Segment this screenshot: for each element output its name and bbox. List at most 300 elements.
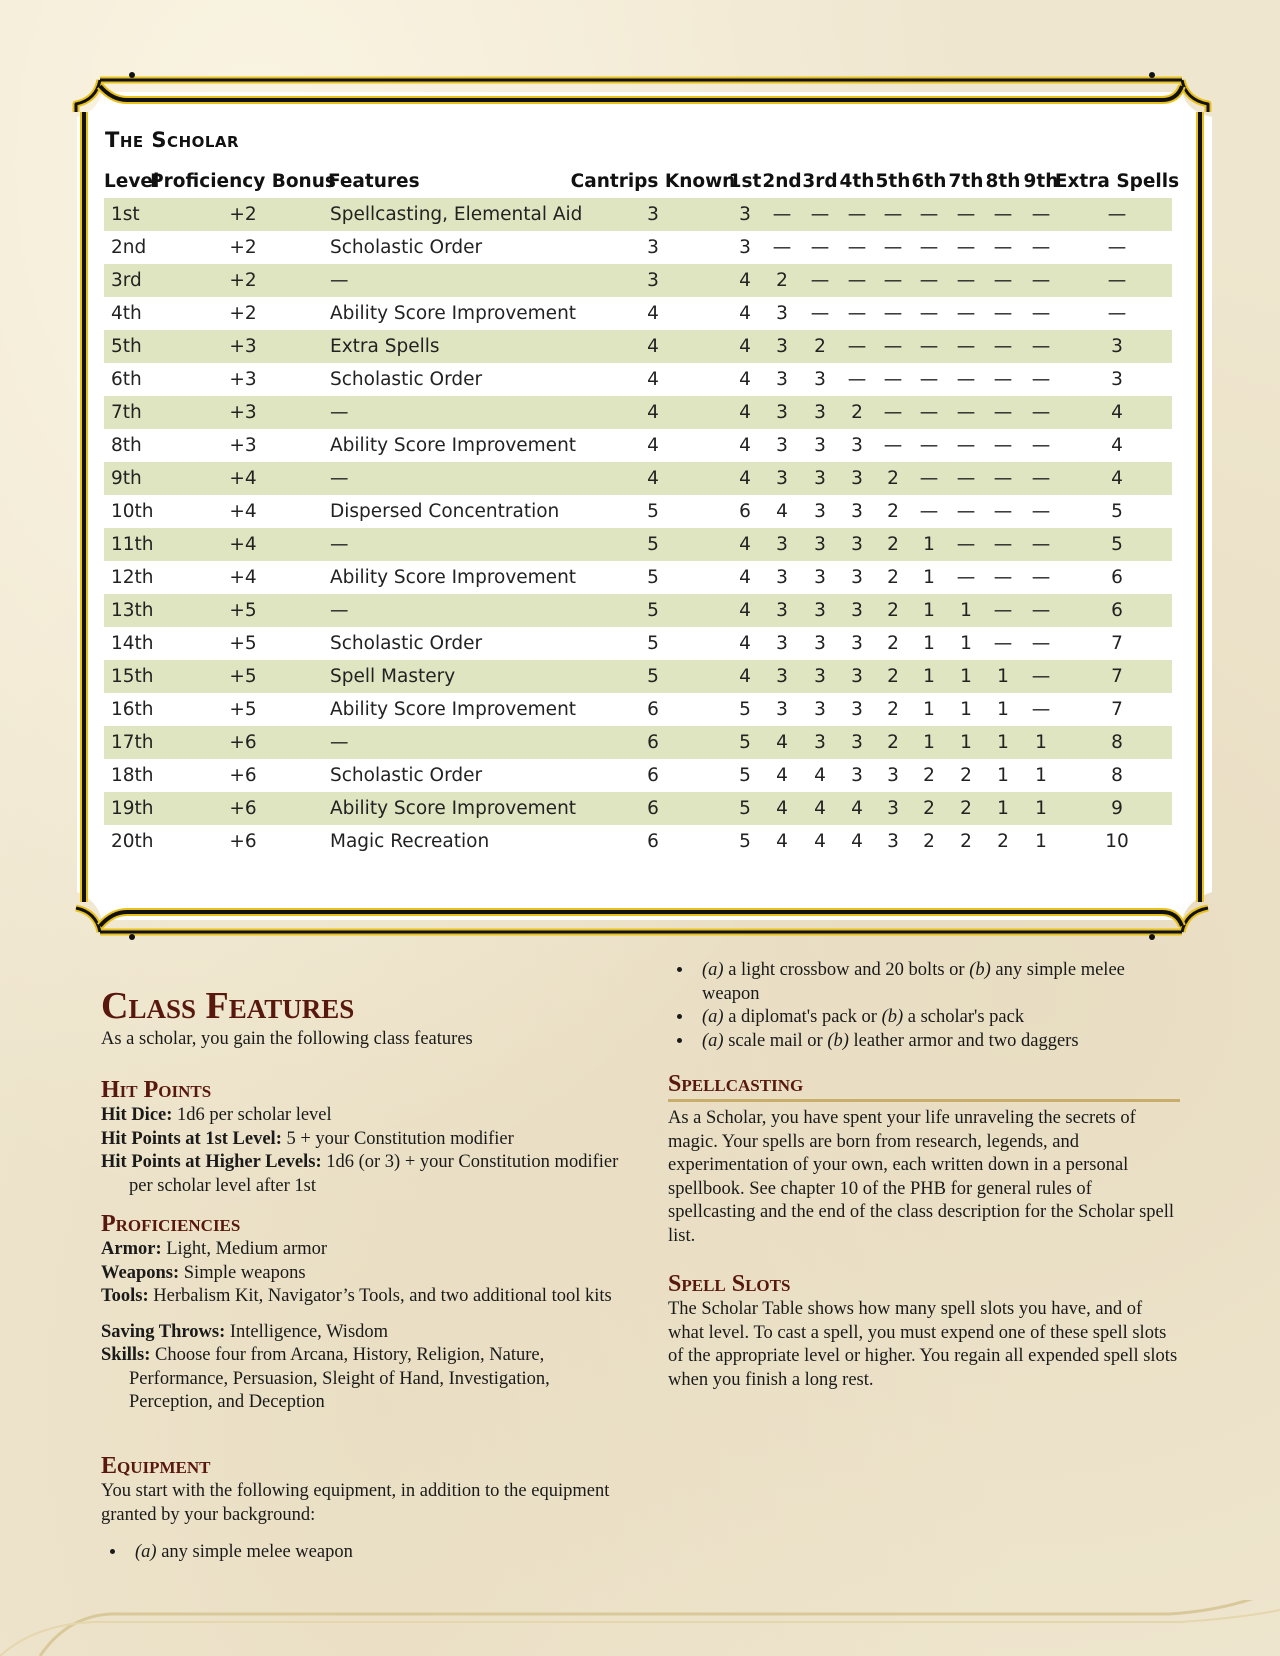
- cell-extra-spells: 9: [1111, 798, 1123, 819]
- cell-slot-6th: —: [919, 237, 939, 258]
- cell-slot-1st: 5: [739, 831, 751, 852]
- cell-level: 11th: [111, 534, 154, 555]
- equipment-section: [101, 1452, 621, 1565]
- cell-level: 3rd: [111, 270, 142, 291]
- cell-slot-2nd: 3: [776, 369, 788, 390]
- header-slot-2nd: 2nd: [762, 171, 802, 192]
- cell-slot-5th: 2: [887, 501, 899, 522]
- cell-slot-4th: 3: [851, 633, 863, 654]
- header-slot-9th: 9th: [1023, 171, 1059, 192]
- heading-rule: [668, 1099, 1180, 1102]
- cell-slot-6th: 1: [923, 600, 935, 621]
- cell-features: —: [330, 534, 349, 555]
- table-row: [104, 396, 1172, 429]
- cell-slot-5th: 2: [887, 567, 899, 588]
- cell-slot-5th: 2: [887, 468, 899, 489]
- cell-proficiency-bonus: +2: [229, 303, 257, 324]
- cell-slot-8th: 2: [997, 831, 1009, 852]
- cell-cantrips-known: 5: [647, 633, 659, 654]
- cell-slot-9th: —: [1031, 534, 1051, 555]
- cell-level: 5th: [111, 336, 142, 357]
- cell-extra-spells: 4: [1111, 402, 1123, 423]
- weapons-proficiency: Weapons: Simple weapons: [101, 1262, 306, 1283]
- cell-slot-3rd: 3: [814, 435, 826, 456]
- cell-proficiency-bonus: +6: [229, 798, 257, 819]
- table-row: [104, 759, 1172, 792]
- cell-slot-9th: 1: [1035, 765, 1047, 786]
- cell-extra-spells: 4: [1111, 435, 1123, 456]
- table-row: [104, 660, 1172, 693]
- cell-slot-8th: —: [993, 204, 1013, 225]
- cell-slot-8th: 1: [997, 765, 1009, 786]
- cell-slot-4th: —: [847, 303, 867, 324]
- cell-slot-4th: 3: [851, 435, 863, 456]
- cell-cantrips-known: 5: [647, 600, 659, 621]
- cell-slot-3rd: —: [810, 303, 830, 324]
- table-row: [104, 528, 1172, 561]
- header-slot-6th: 6th: [911, 171, 947, 192]
- page-footer-ornament: [0, 1600, 1280, 1656]
- cell-extra-spells: —: [1107, 204, 1127, 225]
- table-row: [104, 231, 1172, 264]
- cell-level: 8th: [111, 435, 142, 456]
- cell-slot-1st: 4: [739, 303, 751, 324]
- cell-slot-2nd: 3: [776, 402, 788, 423]
- cell-slot-9th: —: [1031, 204, 1051, 225]
- cell-slot-1st: 4: [739, 666, 751, 687]
- spell-slots-text: The Scholar Table shows how many spell slots you have, and of what level. To cast a spell, you must expend one of these spell slots of the appropriate level or higher. You regain all expended spell slots when you finish a long rest.: [668, 1299, 1178, 1390]
- cell-slot-7th: —: [956, 435, 976, 456]
- cell-slot-8th: —: [993, 600, 1013, 621]
- cell-slot-4th: 4: [851, 831, 863, 852]
- cell-slot-4th: —: [847, 336, 867, 357]
- header-proficiency-bonus: Proficiency Bonus: [150, 171, 336, 192]
- cell-slot-3rd: 3: [814, 633, 826, 654]
- header-slot-4th: 4th: [839, 171, 875, 192]
- class-features-intro: As a scholar, you gain the following class features: [101, 1029, 473, 1049]
- cell-slot-6th: 2: [923, 798, 935, 819]
- cell-cantrips-known: 4: [647, 402, 659, 423]
- equipment-heading: Equipment: [101, 1453, 211, 1479]
- cell-slot-1st: 5: [739, 699, 751, 720]
- cell-slot-9th: —: [1031, 435, 1051, 456]
- cell-cantrips-known: 3: [647, 270, 659, 291]
- cell-slot-3rd: —: [810, 237, 830, 258]
- cell-slot-8th: 1: [997, 666, 1009, 687]
- cell-slot-8th: 1: [997, 732, 1009, 753]
- cell-proficiency-bonus: +3: [229, 336, 257, 357]
- cell-slot-4th: 3: [851, 567, 863, 588]
- table-title: The Scholar: [105, 128, 240, 152]
- cell-slot-5th: —: [883, 402, 903, 423]
- cell-slot-9th: —: [1031, 501, 1051, 522]
- cell-proficiency-bonus: +2: [229, 270, 257, 291]
- cell-proficiency-bonus: +3: [229, 402, 257, 423]
- cell-features: —: [330, 468, 349, 489]
- cell-slot-1st: 4: [739, 435, 751, 456]
- cell-slot-1st: 4: [739, 567, 751, 588]
- cell-slot-5th: —: [883, 303, 903, 324]
- cell-slot-9th: —: [1031, 699, 1051, 720]
- table-row: [104, 594, 1172, 627]
- cell-cantrips-known: 4: [647, 336, 659, 357]
- cell-level: 13th: [111, 600, 154, 621]
- cell-slot-5th: 3: [887, 831, 899, 852]
- cell-slot-5th: 2: [887, 633, 899, 654]
- cell-slot-3rd: 4: [814, 765, 826, 786]
- spellcasting-heading: Spellcasting: [668, 1071, 804, 1097]
- cell-slot-4th: —: [847, 237, 867, 258]
- cell-slot-4th: 3: [851, 732, 863, 753]
- cell-features: Spellcasting, Elemental Aid: [330, 204, 583, 225]
- cell-level: 9th: [111, 468, 142, 489]
- cell-features: Scholastic Order: [330, 237, 483, 258]
- cell-slot-7th: —: [956, 567, 976, 588]
- cell-level: 4th: [111, 303, 142, 324]
- cell-features: Ability Score Improvement: [330, 798, 577, 819]
- cell-slot-8th: 1: [997, 699, 1009, 720]
- cell-features: Scholastic Order: [330, 765, 483, 786]
- cell-slot-3rd: —: [810, 204, 830, 225]
- cell-slot-6th: —: [919, 336, 939, 357]
- cell-slot-7th: —: [956, 468, 976, 489]
- cell-slot-5th: —: [883, 270, 903, 291]
- hit-points-section: [101, 1076, 621, 1198]
- cell-slot-8th: —: [993, 270, 1013, 291]
- header-cantrips-known: Cantrips Known: [570, 171, 736, 192]
- hp-first-level: Hit Points at 1st Level: 5 + your Constitution modifier: [101, 1128, 514, 1149]
- cell-slot-3rd: 4: [814, 798, 826, 819]
- cell-slot-2nd: 2: [776, 270, 788, 291]
- cell-proficiency-bonus: +4: [229, 501, 257, 522]
- table-row: [104, 627, 1172, 660]
- cell-slot-5th: 3: [887, 765, 899, 786]
- cell-proficiency-bonus: +5: [229, 666, 257, 687]
- cell-extra-spells: 6: [1111, 600, 1123, 621]
- cell-cantrips-known: 6: [647, 732, 659, 753]
- saving-throws: Saving Throws: Intelligence, Wisdom: [101, 1321, 389, 1342]
- cell-proficiency-bonus: +3: [229, 369, 257, 390]
- cell-extra-spells: 3: [1111, 336, 1123, 357]
- cell-slot-3rd: 2: [814, 336, 826, 357]
- cell-cantrips-known: 5: [647, 567, 659, 588]
- cell-slot-2nd: 3: [776, 336, 788, 357]
- cell-features: Spell Mastery: [330, 666, 456, 687]
- cell-extra-spells: 5: [1111, 501, 1123, 522]
- cell-slot-8th: —: [993, 567, 1013, 588]
- table-row: [104, 726, 1172, 759]
- cell-features: Ability Score Improvement: [330, 435, 577, 456]
- cell-features: Ability Score Improvement: [330, 567, 577, 588]
- cell-proficiency-bonus: +4: [229, 567, 257, 588]
- cell-slot-7th: —: [956, 204, 976, 225]
- cell-extra-spells: 10: [1105, 831, 1129, 852]
- cell-proficiency-bonus: +2: [229, 204, 257, 225]
- table-row: [104, 792, 1172, 825]
- cell-slot-4th: —: [847, 369, 867, 390]
- cell-slot-9th: —: [1031, 402, 1051, 423]
- cell-proficiency-bonus: +5: [229, 600, 257, 621]
- cell-slot-6th: 1: [923, 567, 935, 588]
- cell-slot-1st: 4: [739, 534, 751, 555]
- cell-slot-3rd: 3: [814, 369, 826, 390]
- cell-slot-4th: 3: [851, 468, 863, 489]
- cell-slot-6th: —: [919, 369, 939, 390]
- table-row: [104, 297, 1172, 330]
- cell-extra-spells: —: [1107, 237, 1127, 258]
- cell-proficiency-bonus: +5: [229, 699, 257, 720]
- cell-cantrips-known: 4: [647, 468, 659, 489]
- cell-slot-8th: —: [993, 369, 1013, 390]
- cell-proficiency-bonus: +6: [229, 831, 257, 852]
- cell-slot-1st: 4: [739, 336, 751, 357]
- proficiencies-section: [101, 1210, 621, 1415]
- cell-cantrips-known: 4: [647, 369, 659, 390]
- table-row: [104, 264, 1172, 297]
- cell-features: Dispersed Concentration: [330, 501, 560, 522]
- cell-level: 14th: [111, 633, 154, 654]
- cell-slot-3rd: —: [810, 270, 830, 291]
- cell-slot-4th: 3: [851, 534, 863, 555]
- cell-features: —: [330, 600, 349, 621]
- table-row: [104, 693, 1172, 726]
- cell-slot-7th: —: [956, 336, 976, 357]
- cell-slot-2nd: 4: [776, 831, 788, 852]
- tools-proficiency: Tools: Herbalism Kit, Navigator’s Tools, and two additional tool kits: [101, 1286, 612, 1306]
- cell-cantrips-known: 3: [647, 237, 659, 258]
- cell-slot-1st: 3: [739, 204, 751, 225]
- header-slot-1st: 1st: [728, 171, 762, 192]
- spellcasting-text: As a Scholar, you have spent your life unraveling the secrets of magic. Your spells are born from research, legends, and experimentation of your own, each written down in a personal spellbook. See chapter 10 of the PHB for general rules of spellcasting and the end of the class description for the Scholar spell list.: [668, 1108, 1175, 1246]
- cell-slot-5th: —: [883, 336, 903, 357]
- cell-cantrips-known: 6: [647, 699, 659, 720]
- cell-slot-9th: —: [1031, 468, 1051, 489]
- cell-slot-9th: 1: [1035, 732, 1047, 753]
- cell-slot-5th: 2: [887, 732, 899, 753]
- equipment-item: • (a) a light crossbow and 20 bolts or (b) any simple melee weapon: [694, 959, 1180, 1006]
- cell-slot-9th: —: [1031, 567, 1051, 588]
- cell-level: 15th: [111, 666, 154, 687]
- equipment-item: • (a) scale mail or (b) leather armor and two daggers: [694, 1030, 1180, 1054]
- cell-slot-1st: 4: [739, 270, 751, 291]
- cell-proficiency-bonus: +4: [229, 468, 257, 489]
- cell-level: 7th: [111, 402, 142, 423]
- cell-slot-2nd: 3: [776, 666, 788, 687]
- cell-level: 17th: [111, 732, 154, 753]
- cell-features: Scholastic Order: [330, 369, 483, 390]
- header-slot-5th: 5th: [875, 171, 911, 192]
- cell-slot-3rd: 3: [814, 501, 826, 522]
- cell-slot-9th: —: [1031, 666, 1051, 687]
- cell-features: Magic Recreation: [330, 831, 490, 852]
- header-slot-8th: 8th: [985, 171, 1021, 192]
- cell-extra-spells: 5: [1111, 534, 1123, 555]
- cell-slot-1st: 5: [739, 798, 751, 819]
- cell-features: Ability Score Improvement: [330, 699, 577, 720]
- cell-proficiency-bonus: +6: [229, 765, 257, 786]
- header-extra-spells: Extra Spells: [1054, 171, 1180, 192]
- table-header-row: [104, 165, 1180, 198]
- cell-slot-2nd: 3: [776, 699, 788, 720]
- cell-slot-9th: —: [1031, 237, 1051, 258]
- cell-level: 1st: [111, 204, 140, 225]
- table-row: [104, 198, 1172, 231]
- cell-slot-9th: —: [1031, 270, 1051, 291]
- cell-slot-3rd: 3: [814, 402, 826, 423]
- cell-slot-1st: 5: [739, 732, 751, 753]
- cell-slot-6th: —: [919, 501, 939, 522]
- cell-features: —: [330, 402, 349, 423]
- cell-slot-7th: —: [956, 402, 976, 423]
- class-features-section: [101, 984, 621, 1052]
- cell-extra-spells: —: [1107, 270, 1127, 291]
- cell-level: 6th: [111, 369, 142, 390]
- cell-slot-2nd: —: [772, 237, 792, 258]
- cell-slot-4th: 3: [851, 600, 863, 621]
- cell-level: 16th: [111, 699, 154, 720]
- cell-slot-6th: 1: [923, 633, 935, 654]
- cell-slot-6th: —: [919, 270, 939, 291]
- cell-slot-8th: —: [993, 633, 1013, 654]
- cell-features: Scholastic Order: [330, 633, 483, 654]
- armor-proficiency: Armor: Light, Medium armor: [101, 1239, 328, 1259]
- spellcasting-section: [668, 1070, 1180, 1248]
- cell-slot-1st: 4: [739, 369, 751, 390]
- cell-cantrips-known: 6: [647, 765, 659, 786]
- cell-slot-3rd: 3: [814, 732, 826, 753]
- cell-cantrips-known: 4: [647, 303, 659, 324]
- table-row: [104, 561, 1172, 594]
- cell-proficiency-bonus: +4: [229, 534, 257, 555]
- cell-extra-spells: 8: [1111, 765, 1123, 786]
- cell-slot-4th: 3: [851, 501, 863, 522]
- cell-slot-9th: —: [1031, 336, 1051, 357]
- table-row: [104, 462, 1172, 495]
- cell-slot-7th: 1: [960, 633, 972, 654]
- cell-slot-2nd: 3: [776, 534, 788, 555]
- equipment-item: • (a) any simple melee weapon: [127, 1541, 621, 1565]
- cell-cantrips-known: 5: [647, 534, 659, 555]
- cell-slot-6th: 1: [923, 534, 935, 555]
- cell-slot-4th: 3: [851, 666, 863, 687]
- cell-extra-spells: 3: [1111, 369, 1123, 390]
- cell-slot-2nd: 3: [776, 468, 788, 489]
- cell-slot-2nd: 3: [776, 435, 788, 456]
- cell-features: Extra Spells: [330, 336, 440, 357]
- cell-slot-6th: 1: [923, 666, 935, 687]
- cell-slot-4th: —: [847, 204, 867, 225]
- cell-slot-5th: 2: [887, 600, 899, 621]
- cell-slot-5th: —: [883, 435, 903, 456]
- cell-slot-5th: 2: [887, 699, 899, 720]
- table-row: [104, 330, 1172, 363]
- cell-slot-7th: 2: [960, 831, 972, 852]
- cell-level: 18th: [111, 765, 154, 786]
- cell-slot-8th: —: [993, 402, 1013, 423]
- header-slot-7th: 7th: [948, 171, 984, 192]
- cell-slot-1st: 5: [739, 765, 751, 786]
- cell-slot-1st: 4: [739, 600, 751, 621]
- cell-slot-8th: 1: [997, 798, 1009, 819]
- cell-level: 19th: [111, 798, 154, 819]
- cell-slot-4th: 4: [851, 798, 863, 819]
- cell-slot-3rd: 4: [814, 831, 826, 852]
- cell-slot-7th: 1: [960, 699, 972, 720]
- hit-points-heading: Hit Points: [101, 1077, 212, 1103]
- hp-higher-levels: Hit Points at Higher Levels: 1d6 (or 3) + your Constitution modifier per scholar level after 1st: [101, 1152, 619, 1196]
- cell-slot-8th: —: [993, 468, 1013, 489]
- cell-slot-3rd: 3: [814, 666, 826, 687]
- cell-slot-8th: —: [993, 435, 1013, 456]
- equipment-intro: You start with the following equipment, in addition to the equipment granted by your background:: [101, 1481, 610, 1525]
- cell-slot-3rd: 3: [814, 600, 826, 621]
- spell-slots-section: [668, 1270, 1180, 1392]
- cell-slot-7th: 2: [960, 765, 972, 786]
- cell-level: 10th: [111, 501, 154, 522]
- cell-slot-9th: —: [1031, 303, 1051, 324]
- cell-extra-spells: —: [1107, 303, 1127, 324]
- cell-slot-9th: 1: [1035, 831, 1047, 852]
- cell-slot-2nd: —: [772, 204, 792, 225]
- cell-cantrips-known: 6: [647, 831, 659, 852]
- cell-slot-4th: 3: [851, 765, 863, 786]
- cell-slot-7th: 1: [960, 732, 972, 753]
- cell-slot-2nd: 4: [776, 732, 788, 753]
- cell-slot-5th: —: [883, 369, 903, 390]
- cell-slot-3rd: 3: [814, 567, 826, 588]
- cell-slot-7th: —: [956, 270, 976, 291]
- header-level: Level: [104, 171, 160, 192]
- cell-extra-spells: 4: [1111, 468, 1123, 489]
- cell-slot-2nd: 4: [776, 501, 788, 522]
- cell-slot-6th: 2: [923, 765, 935, 786]
- cell-features: Ability Score Improvement: [330, 303, 577, 324]
- equipment-item: • (a) a diplomat's pack or (b) a scholar's pack: [694, 1006, 1180, 1030]
- cell-slot-1st: 4: [739, 468, 751, 489]
- cell-slot-1st: 6: [739, 501, 751, 522]
- cell-cantrips-known: 4: [647, 435, 659, 456]
- cell-slot-6th: —: [919, 468, 939, 489]
- cell-slot-3rd: 3: [814, 468, 826, 489]
- cell-proficiency-bonus: +2: [229, 237, 257, 258]
- cell-slot-7th: —: [956, 237, 976, 258]
- cell-slot-1st: 3: [739, 237, 751, 258]
- cell-slot-2nd: 3: [776, 303, 788, 324]
- cell-slot-5th: —: [883, 237, 903, 258]
- cell-level: 2nd: [111, 237, 147, 258]
- cell-slot-7th: —: [956, 369, 976, 390]
- cell-slot-7th: —: [956, 303, 976, 324]
- cell-slot-2nd: 3: [776, 600, 788, 621]
- cell-slot-8th: —: [993, 336, 1013, 357]
- cell-slot-8th: —: [993, 501, 1013, 522]
- cell-slot-3rd: 3: [814, 534, 826, 555]
- cell-slot-5th: 2: [887, 534, 899, 555]
- cell-slot-6th: —: [919, 402, 939, 423]
- cell-slot-9th: —: [1031, 600, 1051, 621]
- cell-slot-2nd: 4: [776, 765, 788, 786]
- cell-slot-7th: —: [956, 501, 976, 522]
- cell-cantrips-known: 5: [647, 501, 659, 522]
- cell-slot-5th: 3: [887, 798, 899, 819]
- cell-slot-8th: —: [993, 303, 1013, 324]
- table-row: [104, 429, 1172, 462]
- cell-slot-4th: 2: [851, 402, 863, 423]
- equipment-list-continued: [668, 959, 1180, 1053]
- header-features: Features: [328, 171, 420, 192]
- cell-slot-6th: 1: [923, 699, 935, 720]
- spell-slots-heading: Spell Slots: [668, 1271, 791, 1297]
